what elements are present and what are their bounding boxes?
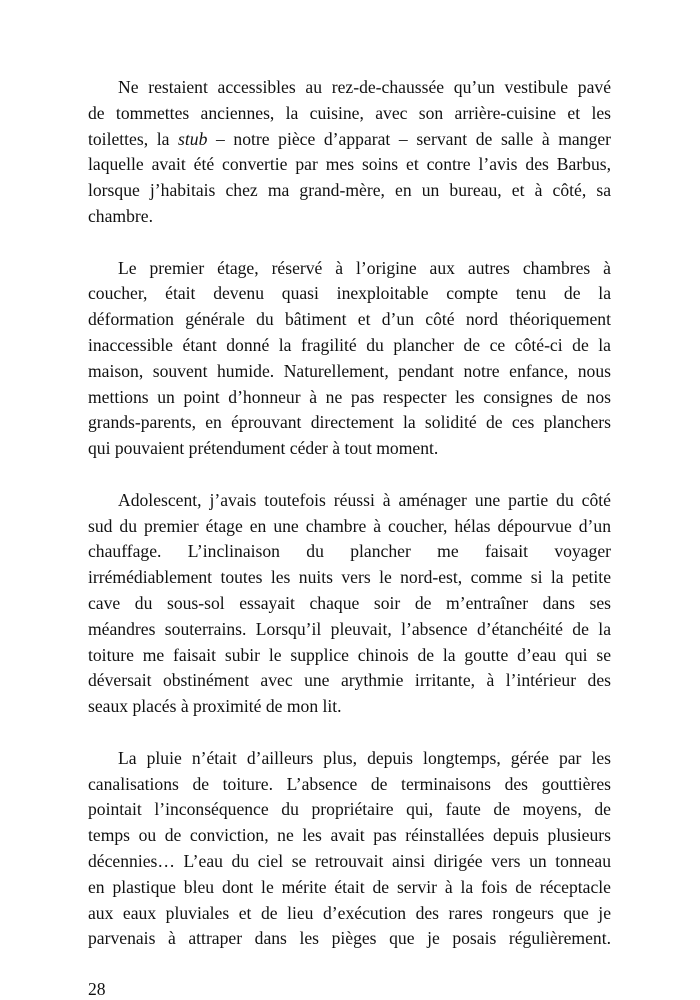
text-line: mettions un point d’honneur à ne pas respecter les consignes de nos <box>88 386 611 407</box>
paragraph <box>88 256 611 462</box>
text-line: méandres souterrains. Lorsqu’il pleuvait, l’absence d’étanchéité de la <box>88 618 611 639</box>
paragraph <box>88 75 611 230</box>
text-line: pointait l’inconséquence du propriétaire qui, faute de moyens, de <box>88 799 611 820</box>
text-line: inaccessible étant donné la fragilité du plancher de ce côté-ci de la <box>88 334 611 355</box>
text-line: canalisations de toiture. L’absence de terminaisons des gouttières <box>88 773 611 794</box>
text-segment: – notre pièce d’apparat – servant de salle à manger <box>207 128 611 149</box>
text-line: La pluie n’était d’ailleurs plus, depuis longtemps, gérée par les <box>118 747 611 768</box>
text-line: sud du premier étage en une chambre à coucher, hélas dépourvue d’un <box>88 515 611 536</box>
text-line: de tommettes anciennes, la cuisine, avec son arrière-cuisine et les <box>88 102 611 123</box>
text-line: laquelle avait été convertie par mes soins et contre l’avis des Barbus, <box>88 154 611 175</box>
text-line: Le premier étage, réservé à l’origine aux autres chambres à <box>118 257 611 278</box>
text-line: grands-parents, en éprouvant directement la solidité de ces planchers <box>88 412 611 433</box>
paragraph <box>88 488 611 720</box>
text-line: aux eaux pluviales et de lieu d’exécution des rares rongeurs que je <box>88 902 611 923</box>
text-line: seaux placés à proximité de mon lit. <box>88 696 342 717</box>
text-line: Ne restaient accessibles au rez-de-chaussée qu’un vestibule pavé <box>118 77 611 97</box>
text-line: chauffage. L’inclinaison du plancher me faisait voyager <box>88 541 611 562</box>
text-line: chambre. <box>88 205 153 226</box>
page-body <box>88 75 611 1000</box>
text-line: décennies… L’eau du ciel se retrouvait ainsi dirigée vers un tonneau <box>88 850 611 871</box>
text-line: maison, souvent humide. Naturellement, pendant notre enfance, nous <box>88 360 611 381</box>
text-line: déformation générale du bâtiment et d’un côté nord théoriquement <box>88 309 611 330</box>
text-line: qui pouvaient prétendument céder à tout moment. <box>88 438 439 459</box>
text-line: parvenais à attraper dans les pièges que je posais régulièrement. <box>88 928 611 949</box>
text-line: coucher, était devenu quasi inexploitable compte tenu de la <box>88 283 611 304</box>
text-line: lorsque j’habitais chez ma grand-mère, en un bureau, et à côté, sa <box>88 180 611 201</box>
page-number: 28 <box>88 978 106 999</box>
text-line: temps ou de conviction, ne les avait pas réinstallées depuis plusieurs <box>88 825 611 846</box>
paragraph <box>88 746 611 952</box>
text-line: en plastique bleu dont le mérite était de servir à la fois de réceptacle <box>88 876 611 897</box>
text-line <box>88 127 611 153</box>
text-segment: toilettes, la <box>88 128 179 149</box>
text-line: toiture me faisait subir le supplice chinois de la goutte d’eau qui se <box>88 644 611 665</box>
text-line: déversait obstinément avec une arythmie irritante, à l’intérieur des <box>88 670 611 691</box>
italic-term: stub <box>178 128 208 149</box>
text-line: Adolescent, j’avais toutefois réussi à aménager une partie du côté <box>118 489 611 510</box>
text-line: cave du sous-sol essayait chaque soir de m’entraîner dans ses <box>88 592 611 613</box>
text-line: irrémédiablement toutes les nuits vers le nord-est, comme si la petite <box>88 567 611 588</box>
